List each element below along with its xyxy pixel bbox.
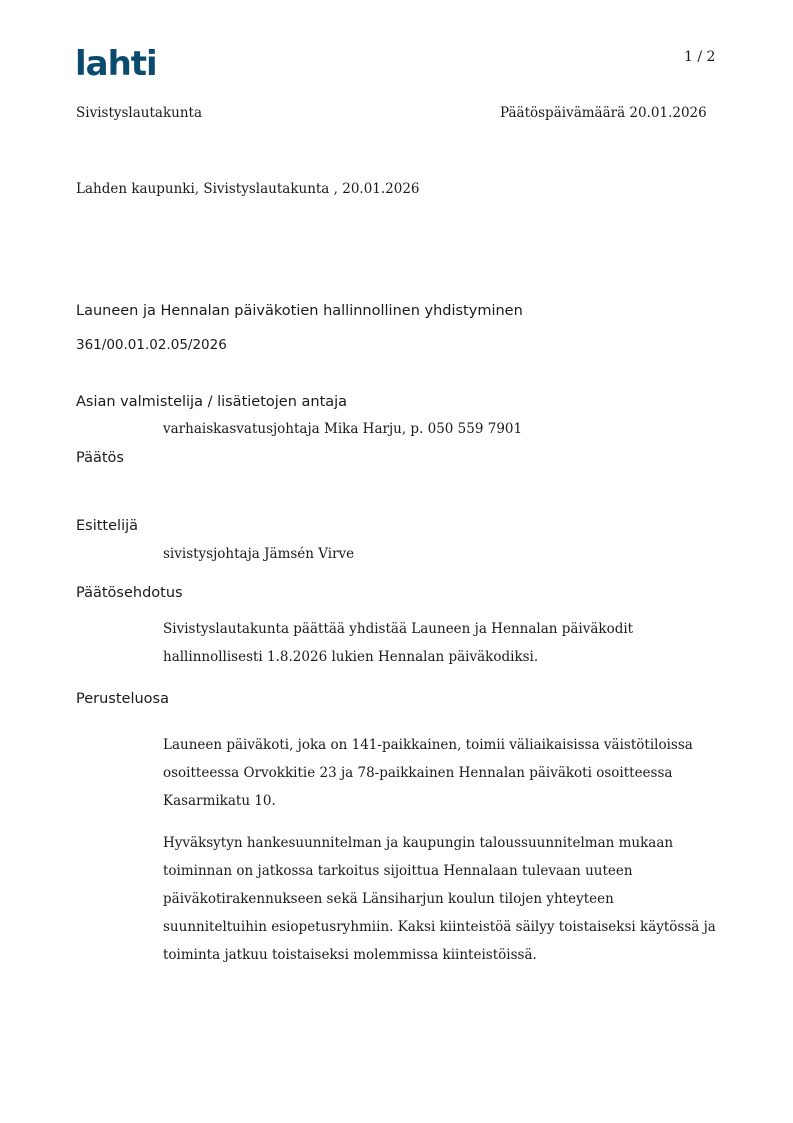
proposal-line: Sivistyslautakunta päättää yhdistää Launeen ja Hennalan päiväkodit (163, 621, 634, 637)
rationale-line: suunniteltuihin esiopetusryhmiin. Kaksi kiinteistöä säilyy toistaiseksi käytössä ja (163, 919, 716, 935)
rationale-line: päiväkotirakennukseen sekä Länsiharjun koulun tilojen yhteyteen (163, 891, 614, 907)
proposal-label: Päätösehdotus (76, 585, 183, 601)
meeting-line: Lahden kaupunki, Sivistyslautakunta , 20.01.2026 (76, 181, 420, 197)
proposal-text (163, 615, 723, 671)
presenter-label: Esittelijä (76, 518, 139, 534)
preparer-value: varhaiskasvatusjohtaja Mika Harju, p. 050 559 7901 (163, 421, 523, 437)
decision-date: Päätöspäivämäärä 20.01.2026 (500, 105, 707, 121)
diary-number: 361/00.01.02.05/2026 (76, 337, 227, 353)
rationale-line: toiminnan on jatkossa tarkoitus sijoittua Hennalaan tulevaan uuteen (163, 863, 633, 879)
rationale-line: Hyväksytyn hankesuunnitelman ja kaupungin taloussuunnitelman mukaan (163, 835, 674, 851)
rationale-label: Perusteluosa (76, 691, 169, 707)
rationale-line: toiminta jatkuu toistaiseksi molemmissa kiinteistöissä. (163, 947, 537, 963)
rationale-line: Launeen päiväkoti, joka on 141-paikkainen, toimii väliaikaisissa väistötiloissa (163, 737, 693, 753)
rationale-paragraph-1 (163, 731, 723, 815)
page-number: 1 / 2 (684, 49, 716, 65)
rationale-paragraph-2 (163, 829, 723, 969)
organ-name: Sivistyslautakunta (76, 105, 202, 121)
rationale-line: osoitteessa Orvokkitie 23 ja 78-paikkainen Hennalan päiväkoti osoitteessa (163, 765, 673, 781)
presenter-value: sivistysjohtaja Jämsén Virve (163, 546, 355, 562)
lahti-logo: lahti (75, 44, 157, 84)
preparer-label: Asian valmistelija / lisätietojen antaja (76, 394, 348, 410)
document-title: Launeen ja Hennalan päiväkotien hallinnollinen yhdistyminen (76, 303, 523, 319)
decision-label: Päätös (76, 450, 124, 466)
proposal-line: hallinnollisesti 1.8.2026 lukien Hennalan päiväkodiksi. (163, 649, 539, 665)
rationale-line: Kasarmikatu 10. (163, 793, 276, 809)
